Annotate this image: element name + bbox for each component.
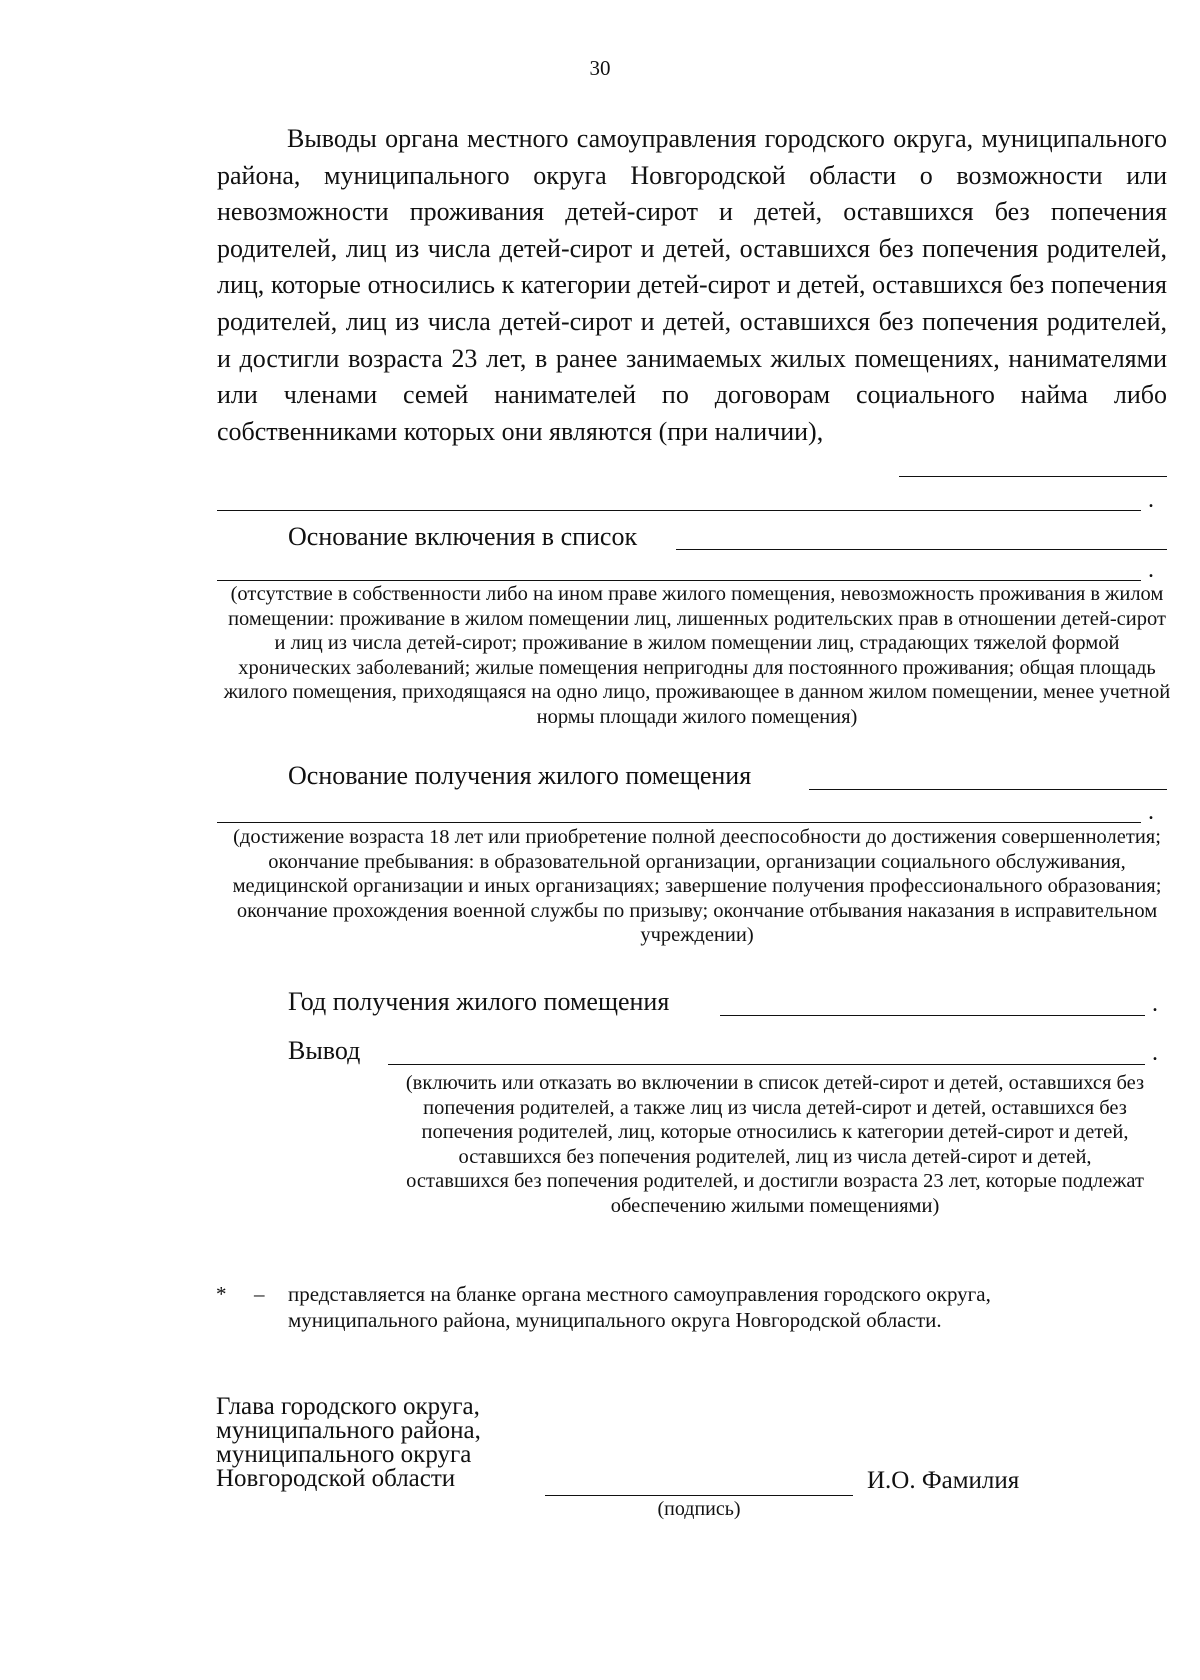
receipt-basis-hint: (достижение возраста 18 лет или приобретение полной дееспособности до достижения совершеннолетия; окончание пребывания: в образовательной организации, организации социального обслуживания, медицинской организации и иных организациях; завершение получения профессионального образования; окончание прохождения военной службы по призыву; окончание отбывания наказания в исправительном учреждении) (232, 826, 1162, 947)
receipt-year-end-period: . (1152, 991, 1158, 1017)
conclusion-fill-line[interactable] (388, 1064, 1145, 1065)
receipt-basis-end-period: . (1148, 799, 1154, 825)
receipt-year-fill-line[interactable] (720, 1015, 1145, 1016)
signatory-position-line: муниципального района, (216, 1417, 481, 1444)
footnote-mark: * (216, 1282, 227, 1306)
signature-hint: (подпись) (657, 1498, 741, 1520)
inclusion-basis-hint: (отсутствие в собственности либо на ином праве жилого помещения, невозможность проживания в жилом помещении: проживание в жилом помещении лиц, лишенных родительских прав в отношении детей-сирот и лиц из числа детей-сирот; проживание в жилом помещении лиц, страдающих тяжелой формой хронических заболеваний; жилые помещения непригодны для постоянного проживания; общая площадь жилого помещения, приходящаяся на одно лицо, проживающее в данном жилом помещении, менее учетной нормы площади жилого помещения) (223, 583, 1171, 728)
signatory-position-line: Глава городского округа, (216, 1393, 480, 1420)
conclusions-fill-line-2[interactable] (217, 510, 1141, 511)
signatory-name: И.О. Фамилия (867, 1467, 1020, 1494)
signatory-position (216, 1395, 546, 1491)
conclusion-hint: (включить или отказать во включении в список детей-сирот и детей, оставшихся без попечения родителей, а также лиц из числа детей-сирот и детей, оставшихся без попечения родителей, лиц, которые относились к категории детей-сирот и детей, оставшихся без попечения родителей, лиц из числа детей-сирот и детей, оставшихся без попечения родителей, и достигли возраста 23 лет, которые подлежат обеспечению жилыми помещениями) (405, 1072, 1145, 1217)
page-number: 30 (589, 56, 611, 80)
signatory-position-line: муниципального округа (216, 1441, 472, 1468)
conclusions-fill-line-1[interactable] (899, 476, 1167, 477)
footnote-text: представляется на бланке органа местного самоуправления городского округа, муниципального района, муниципального округа Новгородской области. (288, 1282, 991, 1332)
receipt-basis-label: Основание получения жилого помещения (288, 761, 752, 790)
conclusions-paragraph (217, 121, 1167, 450)
footnote-dash: – (254, 1282, 265, 1306)
inclusion-basis-end-period: . (1148, 557, 1154, 583)
conclusion-end-period: . (1152, 1040, 1158, 1066)
conclusions-text: Выводы органа местного самоуправления городского округа, муниципального района, муниципального округа Новгородской области о возможности или невозможности проживания детей-сирот и детей, оставшихся без попечения родителей, лиц из числа детей-сирот и детей, оставшихся без попечения родителей, лиц, которые относились к категории детей-сирот и детей, оставшихся без попечения родителей, лиц из числа детей-сирот и детей, оставшихся без попечения родителей, и достигли возраста 23 лет, в ранее занимаемых жилых помещениях, нанимателями или членами семей нанимателей по договорам социального найма либо собственниками которых они являются (при наличии), (217, 124, 1167, 446)
receipt-basis-fill-line-2[interactable] (217, 822, 1141, 823)
conclusion-label: Вывод (288, 1036, 361, 1065)
inclusion-basis-fill-line-2[interactable] (217, 580, 1141, 581)
inclusion-basis-fill-line-1[interactable] (676, 549, 1167, 550)
receipt-basis-fill-line-1[interactable] (809, 789, 1167, 790)
inclusion-basis-label: Основание включения в список (288, 522, 638, 551)
conclusions-end-period: . (1148, 487, 1154, 513)
receipt-year-label: Год получения жилого помещения (288, 987, 670, 1016)
signatory-position-line: Новгородской области (216, 1465, 456, 1492)
